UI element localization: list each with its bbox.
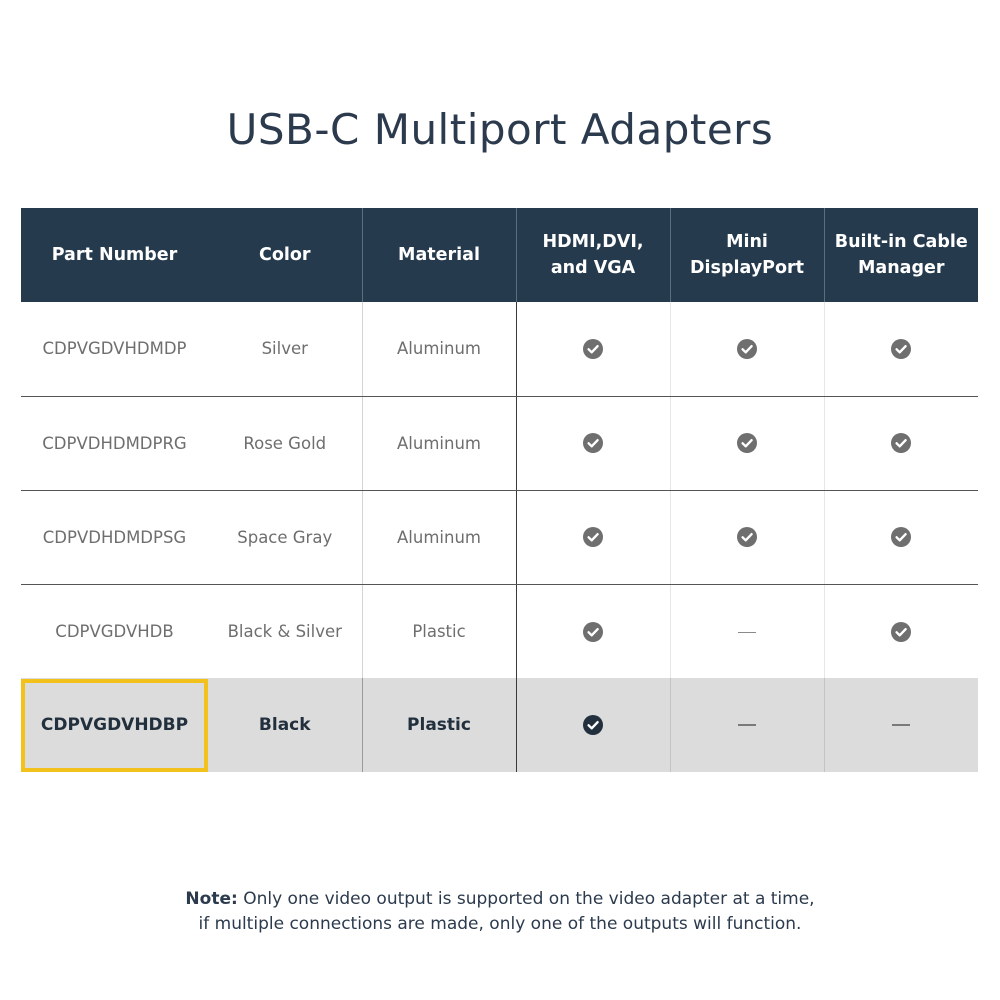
hdmi-cell [516,584,670,678]
header-hdmi-line2: and VGA [550,258,636,278]
material-cell: Plastic [362,584,516,678]
hdmi-cell [516,490,670,584]
comparison-table [21,208,978,772]
material-cell: Plastic [362,678,516,772]
header-part-number: Part Number [51,245,178,265]
header-material: Material [362,208,516,302]
mini-cell [670,678,824,772]
header-mini-line2: DisplayPort [690,258,804,278]
check-icon [737,339,757,358]
cable-cell [824,490,978,584]
hdmi-cell [516,396,670,490]
note-label: Note: [185,889,238,909]
table-row [21,678,978,772]
check-icon [583,621,603,640]
header-cable-line1: Built-in Cable [834,232,968,252]
footnote [0,887,1000,937]
table-row [21,302,978,396]
dash-icon [738,724,756,726]
color-cell: Space Gray [208,490,362,584]
header-cable-manager [824,208,978,302]
check-icon [891,433,911,452]
header-mini-line1: Mini [726,232,768,252]
mini-cell [670,302,824,396]
header-color: Color [258,245,311,265]
material-cell: Aluminum [362,302,516,396]
check-icon [891,621,911,640]
color-cell: Silver [208,302,362,396]
mini-cell [670,396,824,490]
color-cell: Rose Gold [208,396,362,490]
dash-icon [892,724,910,726]
part-number-cell: CDPVGDVHDMDP [21,302,208,396]
hdmi-cell [516,302,670,396]
material-cell: Aluminum [362,396,516,490]
table-row [21,396,978,490]
mini-cell [670,584,824,678]
check-icon [737,433,757,452]
check-icon [737,527,757,546]
cable-cell [824,396,978,490]
cable-cell [824,678,978,772]
page-title: USB-C Multiport Adapters [226,105,774,154]
material-cell: Aluminum [362,490,516,584]
color-cell: Black & Silver [227,621,342,641]
header-mini-displayport [670,208,824,302]
note-line1: Only one video output is supported on the video adapter at a time, [237,889,815,909]
cable-cell [824,302,978,396]
part-number-cell: CDPVDHDMDPSG [21,490,208,584]
hdmi-cell [516,678,670,772]
check-icon [583,433,603,452]
check-icon [891,339,911,358]
check-icon [583,339,603,358]
table-row [21,584,978,678]
dash-icon [738,632,756,634]
check-icon [583,715,603,735]
check-icon [583,527,603,546]
mini-cell [670,490,824,584]
header-row [21,208,978,302]
part-number-cell: CDPVDHDMDPRG [21,396,208,490]
part-number-cell: CDPVGDVHDB [55,621,174,641]
table-row [21,490,978,584]
note-line2: if multiple connections are made, only one of the outputs will function. [198,914,802,934]
part-number-cell: CDPVGDVHDBP [21,678,208,772]
color-cell: Black [258,715,311,735]
header-hdmi-dvi-vga [516,208,670,302]
header-hdmi-line1: HDMI,DVI, [542,232,644,252]
header-cable-line2: Manager [857,258,945,278]
cable-cell [824,584,978,678]
check-icon [891,527,911,546]
highlight-frame [21,679,208,772]
